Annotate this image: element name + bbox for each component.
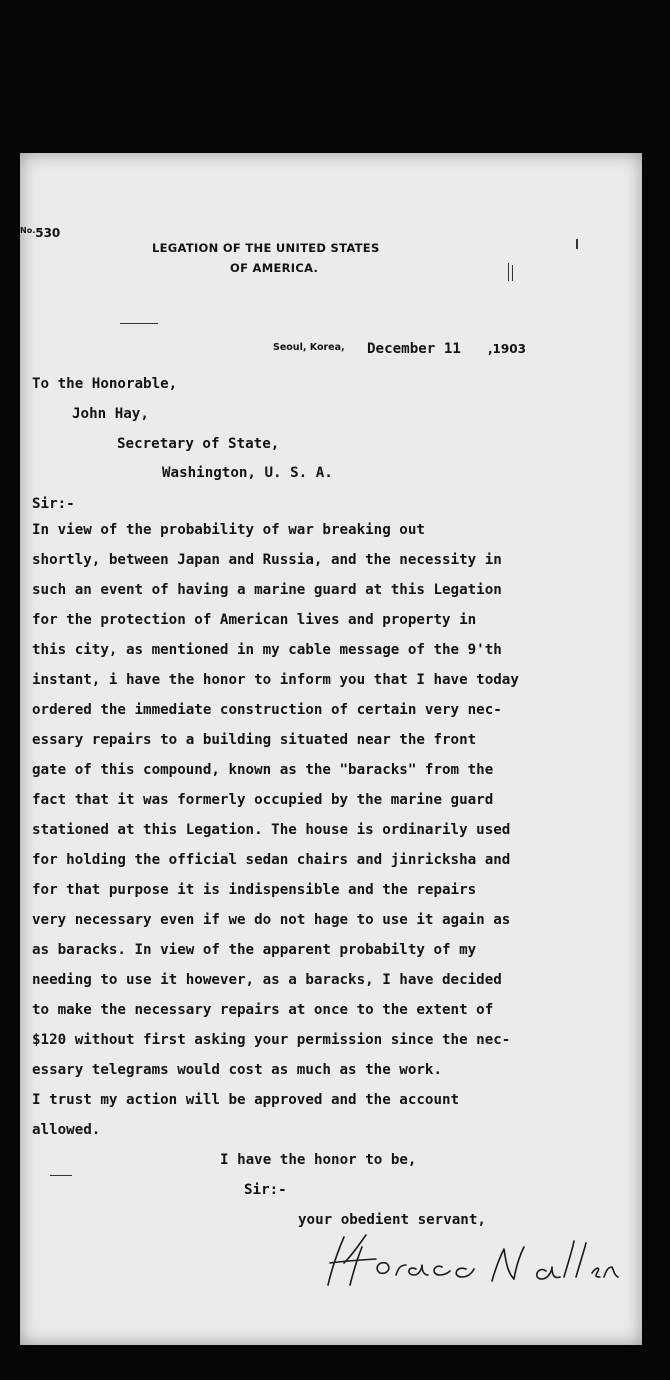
- body-line: this city, as mentioned in my cable message of the 9'th: [32, 642, 502, 658]
- letter-sheet: [20, 153, 642, 1345]
- body-line: for the protection of American lives and property in: [32, 612, 477, 628]
- address-line-4: Washington, U. S. A.: [162, 465, 333, 481]
- body-line: allowed.: [32, 1122, 101, 1138]
- closing-line-3: your obedient servant,: [298, 1212, 486, 1228]
- body-line: as baracks. In view of the apparent probabilty of my: [32, 942, 477, 958]
- smudge-mark: [120, 323, 158, 324]
- body-line: $120 without first asking your permission since the nec-: [32, 1032, 511, 1048]
- body-line: very necessary even if we do not hage to use it again as: [32, 912, 511, 928]
- body-line: gate of this compound, known as the "baracks" from the: [32, 762, 494, 778]
- body-line: such an event of having a marine guard at this Legation: [32, 582, 502, 598]
- handwritten-signature: [310, 1223, 630, 1303]
- body-line: stationed at this Legation. The house is ordinarily used: [32, 822, 511, 838]
- closing-line-2: Sir:-: [244, 1182, 287, 1198]
- smudge-mark: [576, 239, 578, 249]
- salutation: Sir:-: [32, 496, 75, 512]
- body-line: for that purpose it is indispensible and the repairs: [32, 882, 477, 898]
- body-line: to make the necessary repairs at once to the extent of: [32, 1002, 494, 1018]
- address-line-1: To the Honorable,: [32, 376, 178, 392]
- body-line: I trust my action will be approved and the account: [32, 1092, 460, 1108]
- body-line: fact that it was formerly occupied by the marine guard: [32, 792, 494, 808]
- date-line: December 11: [367, 341, 461, 357]
- body-line: instant, i have the honor to inform you that I have today: [32, 672, 519, 688]
- body-line: for holding the official sedan chairs and jinricksha and: [32, 852, 511, 868]
- smudge-mark: [50, 1175, 72, 1176]
- body-line: essary telegrams would cost as much as the work.: [32, 1062, 442, 1078]
- letterhead-line-1: LEGATION OF THE UNITED STATES: [152, 241, 380, 255]
- year-line: ,1903: [488, 342, 526, 356]
- place-line: Seoul, Korea,: [273, 342, 345, 353]
- body-line: essary repairs to a building situated near the front: [32, 732, 477, 748]
- document-number: $^{No.}$530: [20, 226, 61, 240]
- letterhead-line-2: OF AMERICA.: [230, 261, 319, 275]
- body-line: ordered the immediate construction of certain very nec-: [32, 702, 502, 718]
- smudge-mark: [512, 265, 513, 281]
- smudge-mark: [508, 263, 509, 281]
- body-line: In view of the probability of war breaking out: [32, 522, 425, 538]
- body-line: shortly, between Japan and Russia, and the necessity in: [32, 552, 502, 568]
- closing-line-1: I have the honor to be,: [220, 1152, 417, 1168]
- body-line: needing to use it however, as a baracks, I have decided: [32, 972, 502, 988]
- address-line-2: John Hay,: [72, 406, 149, 422]
- address-line-3: Secretary of State,: [117, 436, 280, 452]
